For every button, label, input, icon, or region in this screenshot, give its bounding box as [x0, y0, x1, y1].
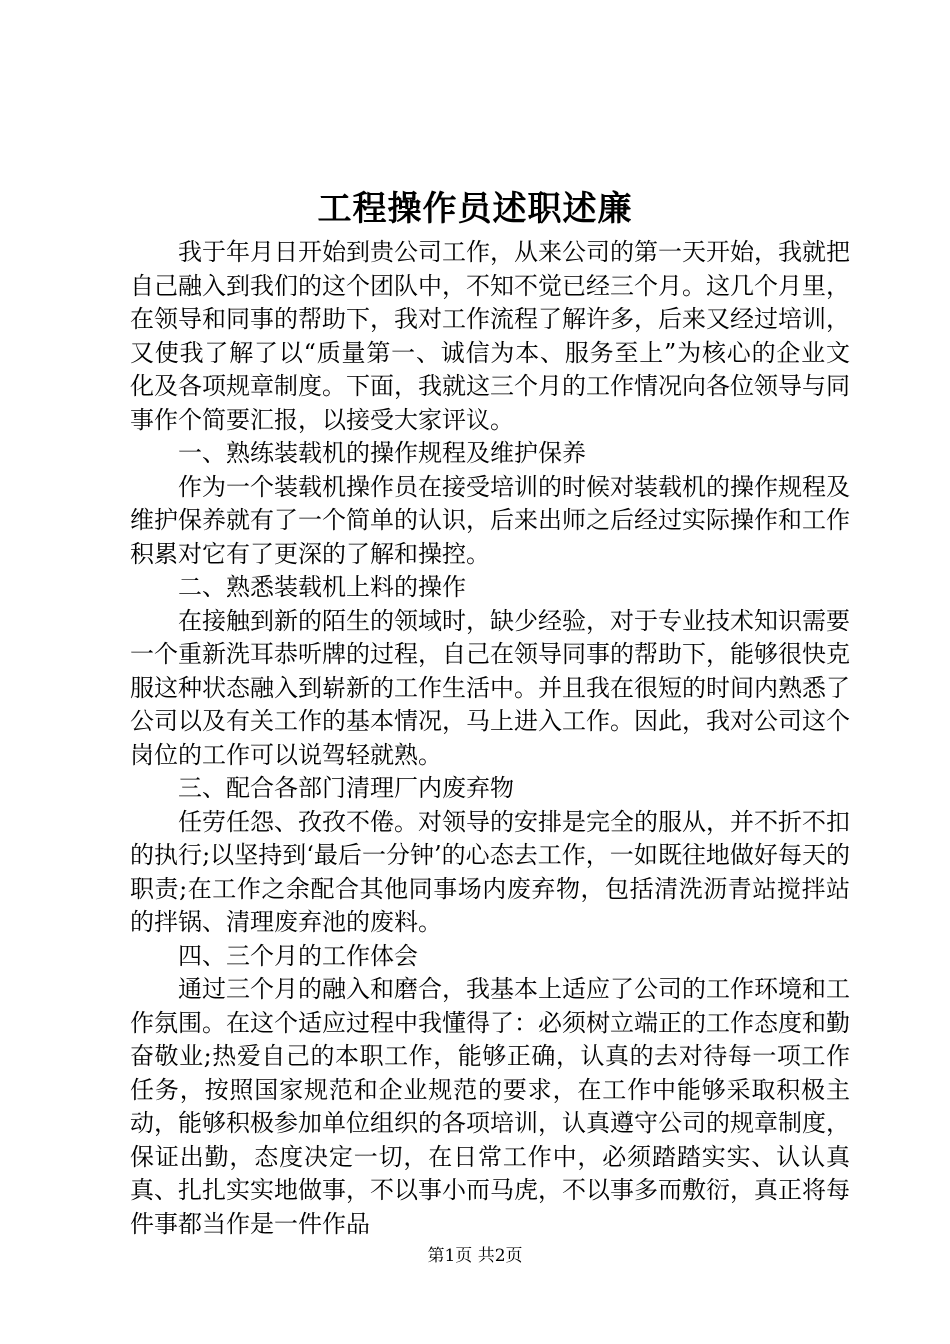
page-number-footer: 第1页 共2页 [427, 1246, 523, 1266]
section-heading-2: 二、熟悉装载机上料的操作 [178, 573, 466, 601]
paragraph-section-3: 任劳任怨、孜孜不倦。对领导的安排是完全的服从，并不折不扣的执行;以坚持到‘最后一分钟’的心态去工作，一如既往地做好每天的职责;在工作之余配合其他同事场内废弃物，包括清洗沥青站搅拌站的拌锅、清理废弃池的废料。 [130, 807, 850, 936]
section-heading-4: 四、三个月的工作体会 [178, 941, 418, 970]
paragraph-section-1: 作为一个装载机操作员在接受培训的时候对装载机的操作规程及维护保养就有了一个简单的认识，后来出师之后经过实际操作和工作积累对它有了更深的了解和操控。 [130, 472, 850, 568]
paragraph-section-2: 在接触到新的陌生的领域时，缺少经验，对于专业技术知识需要一个重新洗耳恭听牌的过程，自己在领导同事的帮助下，能够很快克服这种状态融入到崭新的工作生活中。并且我在很短的时间内熟悉了公司以及有关工作的基本情况，马上进入工作。因此，我对公司这个岗位的工作可以说驾轻就熟。 [130, 606, 850, 769]
document-body [130, 236, 850, 1241]
section-heading-1: 一、熟练装载机的操作规程及维护保养 [178, 439, 586, 467]
paragraph-section-4: 通过三个月的融入和磨合，我基本上适应了公司的工作环境和工作氛围。在这个适应过程中我懂得了：必须树立端正的工作态度和勤奋敬业;热爱自己的本职工作，能够正确，认真的去对待每一项工作任务，按照国家规范和企业规范的要求，在工作中能够采取积极主动，能够积极参加单位组织的各项培训，认真遵守公司的规章制度，保证出勤，态度决定一切，在日常工作中，必须踏踏实实、认认真真、扎扎实实地做事，不以事小而马虎，不以事多而敷衍，真正将每件事都当作是一件作品 [130, 975, 850, 1238]
section-heading-3: 三、配合各部门清理厂内废弃物 [178, 774, 514, 802]
document-title: 工程操作员述职述廉 [317, 189, 633, 229]
paragraph-intro: 我于年月日开始到贵公司工作，从来公司的第一天开始，我就把自己融入到我们的这个团队中，不知不觉已经三个月。这几个月里，在领导和同事的帮助下，我对工作流程了解许多，后来又经过培训，又使我了解了以“质量第一、诚信为本、服务至上”为核心的企业文化及各项规章制度。下面，我就这三个月的工作情况向各位领导与同事作个简要汇报，以接受大家评议。 [130, 238, 850, 434]
